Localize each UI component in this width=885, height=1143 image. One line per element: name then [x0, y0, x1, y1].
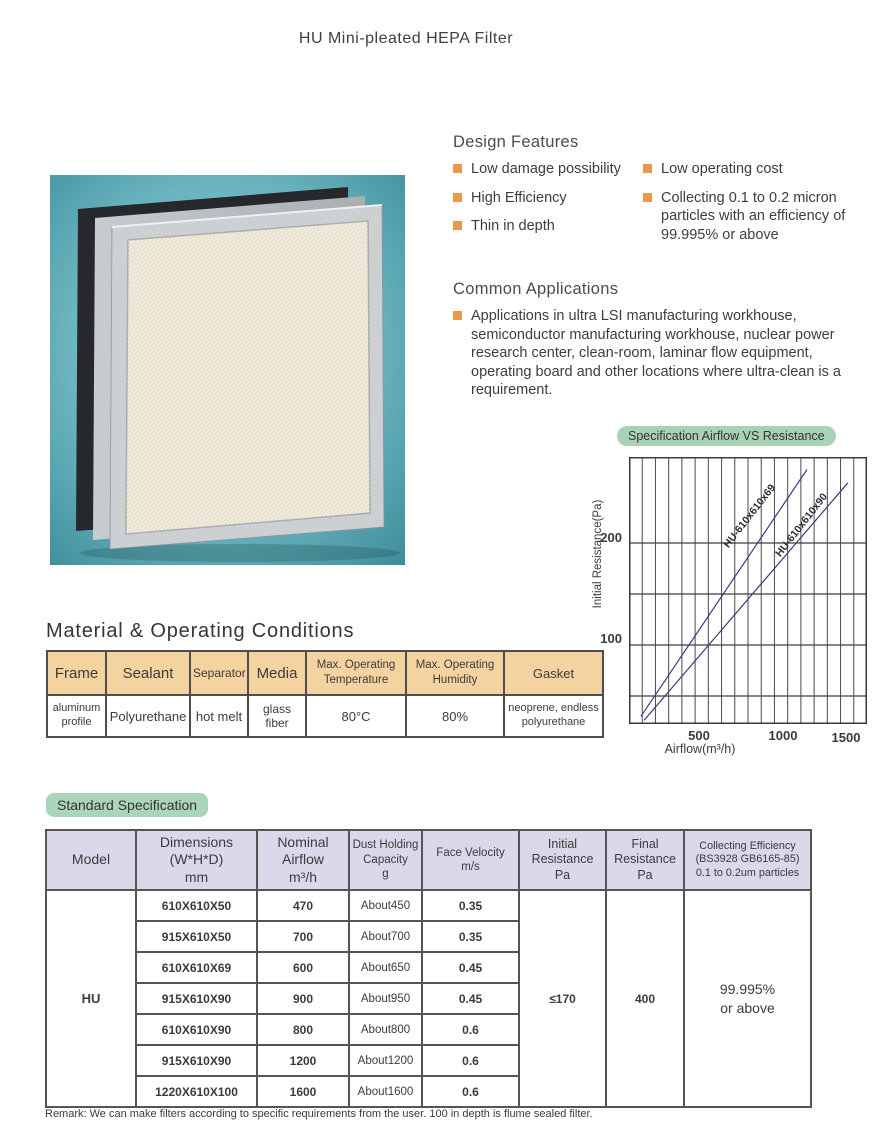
standard-specification-table	[45, 829, 812, 1108]
cell-airflow: 800	[257, 1014, 349, 1045]
cell-airflow: 700	[257, 921, 349, 952]
header-separator: Separator	[190, 651, 248, 695]
cell-model: HU	[46, 890, 136, 1107]
application-text: Applications in ultra LSI manufacturing workhouse, semiconductor manufacturing workhouse, nuclear power research center, clean-room, laminar flow equipment, operating board and other locations where ultra-clean is a requirement.	[471, 308, 841, 399]
header-gasket: Gasket	[504, 651, 603, 695]
header-model: Model	[46, 830, 136, 890]
cell-airflow: 600	[257, 952, 349, 983]
cell-velocity: 0.6	[422, 1014, 519, 1045]
cell-velocity: 0.35	[422, 890, 519, 921]
cell-dimensions: 610X610X50	[136, 890, 257, 921]
list-item	[453, 217, 643, 236]
header-media: Media	[248, 651, 306, 695]
bullet-icon	[643, 164, 652, 173]
y-tick-100: 100	[600, 631, 622, 646]
standard-specification-badge: Standard Specification	[46, 793, 208, 817]
cell-airflow: 1600	[257, 1076, 349, 1107]
header-final-resistance: Final Resistance Pa	[606, 830, 684, 890]
cell-dimensions: 915X610X90	[136, 983, 257, 1014]
cell-efficiency: 99.995% or above	[684, 890, 811, 1107]
cell-airflow: 900	[257, 983, 349, 1014]
cell-velocity: 0.35	[422, 921, 519, 952]
design-features-heading: Design Features	[453, 133, 579, 151]
x-tick-1500: 1500	[831, 730, 861, 745]
feature-text: Low damage possibility	[471, 161, 621, 177]
cell-capacity: About800	[349, 1014, 422, 1045]
cell-capacity: About1600	[349, 1076, 422, 1107]
cell-dimensions: 610X610X90	[136, 1014, 257, 1045]
bullet-icon	[453, 311, 462, 320]
header-sealant: Sealant	[106, 651, 190, 695]
y-tick-200: 200	[600, 530, 622, 545]
cell-gasket: neoprene, endless polyurethane	[504, 695, 603, 737]
cell-capacity: About1200	[349, 1045, 422, 1076]
feature-text: Low operating cost	[661, 161, 783, 177]
bullet-icon	[453, 193, 462, 202]
list-item	[643, 189, 881, 245]
header-dust-holding: Dust Holding Capacity g	[349, 830, 422, 890]
cell-velocity: 0.45	[422, 983, 519, 1014]
x-tick-500: 500	[688, 728, 710, 743]
cell-dimensions: 915X610X90	[136, 1045, 257, 1076]
feature-text: Collecting 0.1 to 0.2 micron particles with an efficiency of 99.995% or above	[661, 189, 846, 243]
airflow-resistance-chart	[629, 457, 867, 724]
header-initial-resistance: Initial Resistance Pa	[519, 830, 606, 890]
header-face-velocity: Face Velocity m/s	[422, 830, 519, 890]
header-max-temperature: Max. Operating Temperature	[306, 651, 406, 695]
cell-dimensions: 915X610X50	[136, 921, 257, 952]
cell-initial-resistance: ≤170	[519, 890, 606, 1107]
cell-max-humidity: 80%	[406, 695, 504, 737]
cell-capacity: About650	[349, 952, 422, 983]
cell-frame: aluminum profile	[47, 695, 106, 737]
bullet-icon	[453, 164, 462, 173]
list-item	[643, 160, 881, 179]
chart-y-axis-label: Initial Resistance(Pa)	[592, 499, 604, 609]
cell-velocity: 0.45	[422, 952, 519, 983]
table-header-row	[47, 651, 603, 695]
cell-airflow: 470	[257, 890, 349, 921]
product-image	[50, 175, 405, 565]
feature-text: High Efficiency	[471, 189, 567, 206]
chart-x-axis-label: Airflow(m³/h)	[664, 742, 736, 756]
feature-text: Thin in depth	[471, 218, 555, 235]
cell-sealant: Polyurethane	[106, 695, 190, 737]
cell-capacity: About700	[349, 921, 422, 952]
cell-final-resistance: 400	[606, 890, 684, 1107]
material-conditions-title: Material & Operating Conditions	[46, 620, 355, 642]
material-conditions-table	[46, 650, 604, 738]
page-title: HU Mini-pleated HEPA Filter	[298, 30, 514, 47]
hepa-filter-illustration	[50, 175, 405, 565]
cell-separator: hot melt	[190, 695, 248, 737]
design-features-col2	[643, 160, 881, 254]
table-row	[46, 890, 811, 921]
header-max-humidity: Max. Operating Humidity	[406, 651, 504, 695]
header-dimensions: Dimensions (W*H*D) mm	[136, 830, 257, 890]
list-item	[453, 160, 643, 179]
common-applications-list	[453, 307, 853, 410]
design-features-col1	[453, 160, 643, 246]
common-applications-heading: Common Applications	[453, 280, 619, 298]
cell-velocity: 0.6	[422, 1045, 519, 1076]
chart-title-badge: Specification Airflow VS Resistance	[617, 426, 836, 446]
header-nominal-airflow: Nominal Airflow m³/h	[257, 830, 349, 890]
bullet-icon	[643, 193, 652, 202]
remark-text: Remark: We can make filters according to specific requirements from the user. 100 in depth is flume sealed filter.	[45, 1108, 593, 1120]
cell-capacity: About450	[349, 890, 422, 921]
cell-dimensions: 1220X610X100	[136, 1076, 257, 1107]
cell-dimensions: 610X610X69	[136, 952, 257, 983]
table-header-row	[46, 830, 811, 890]
cell-velocity: 0.6	[422, 1076, 519, 1107]
cell-max-temperature: 80°C	[306, 695, 406, 737]
bullet-icon	[453, 221, 462, 230]
table-row	[47, 695, 603, 737]
header-collecting-efficiency: Collecting Efficiency (BS3928 GB6165-85) 0.1 to 0.2um particles	[684, 830, 811, 890]
header-frame: Frame	[47, 651, 106, 695]
cell-capacity: About950	[349, 983, 422, 1014]
series-label-69: HU-610x610x69	[721, 482, 779, 551]
cell-media: glass fiber	[248, 695, 306, 737]
series-label-90: HU-610x610x90	[773, 491, 831, 560]
list-item	[453, 307, 853, 400]
x-tick-1000: 1000	[768, 728, 798, 743]
list-item	[453, 189, 643, 208]
cell-airflow: 1200	[257, 1045, 349, 1076]
